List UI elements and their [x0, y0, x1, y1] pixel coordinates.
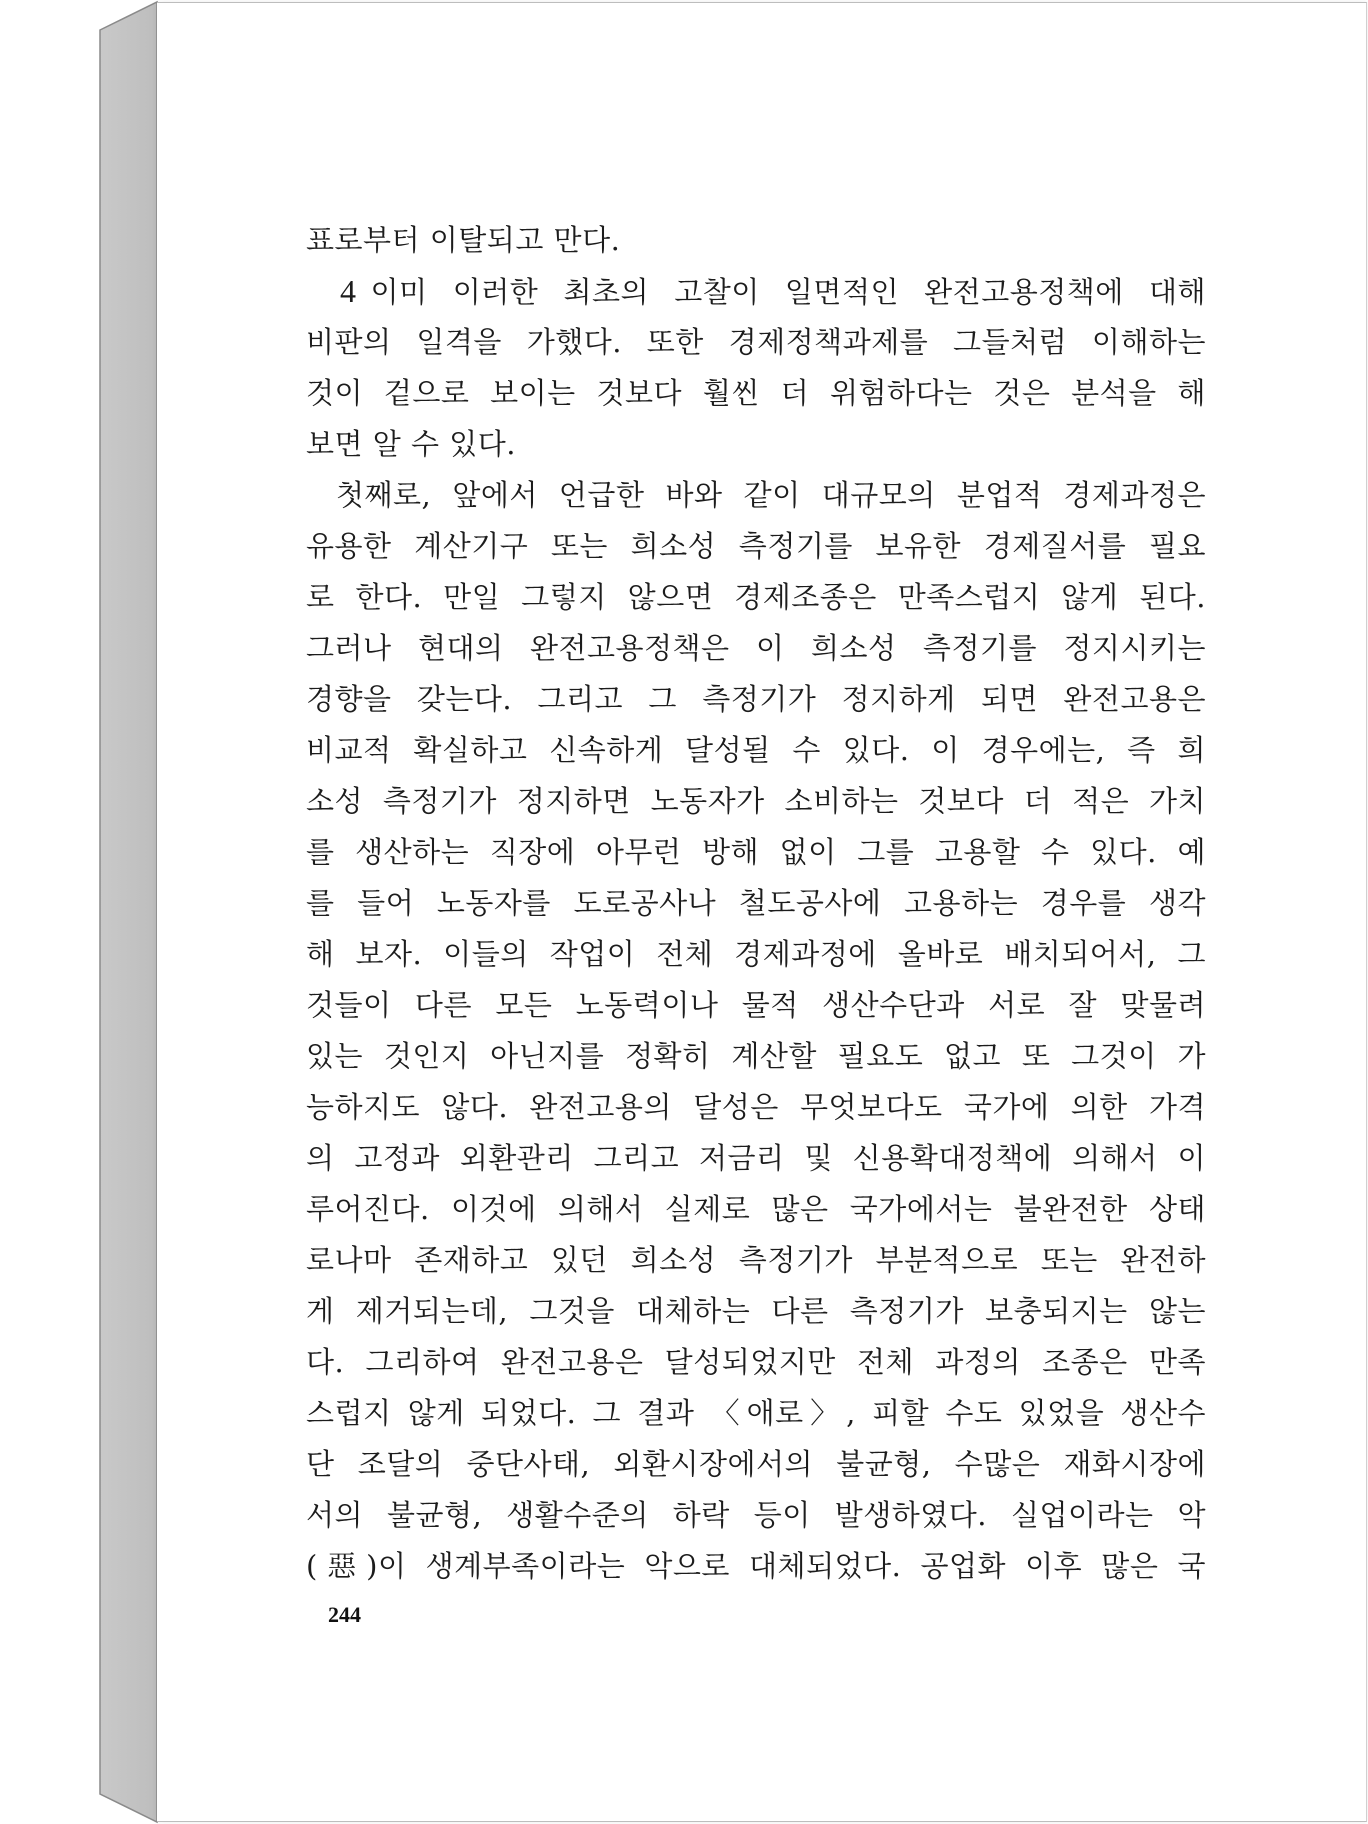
text-line-content: 이미 이러한 최초의 고찰이 일면적인 완전고용정책에 대해 [370, 275, 1206, 309]
text-line: 다. 그리하여 완전고용은 달성되었지만 전체 과정의 조종은 만족 [306, 1345, 1206, 1379]
text-line: 있는 것인지 아닌지를 정확히 계산할 필요도 없고 또 그것이 가 [306, 1039, 1206, 1073]
text-line: 를 들어 노동자를 도로공사나 철도공사에 고용하는 경우를 생각 [306, 886, 1206, 920]
text-line: 스럽지 않게 되었다. 그 결과 〈애로〉, 피할 수도 있었을 생산수 [306, 1396, 1206, 1430]
text-line [306, 266, 1206, 317]
text-line: 표로부터 이탈되고 만다. [306, 223, 621, 257]
text-line: 능하지도 않다. 완전고용의 달성은 무엇보다도 국가에 의한 가격 [306, 1090, 1206, 1124]
text-line: (惡)이 생계부족이라는 악으로 대체되었다. 공업화 이후 많은 국 [306, 1549, 1206, 1583]
text-line: 루어진다. 이것에 의해서 실제로 많은 국가에서는 불완전한 상태 [306, 1192, 1206, 1226]
text-line: 해 보자. 이들의 작업이 전체 경제과정에 올바로 배치되어서, 그 [306, 937, 1206, 971]
body-text [306, 215, 1206, 1592]
text-line: 로 한다. 만일 그렇지 않으면 경제조종은 만족스럽지 않게 된다. [306, 580, 1206, 614]
page-number: 244 [328, 1602, 361, 1627]
text-line: 단 조달의 중단사태, 외환시장에서의 불균형, 수많은 재화시장에 [306, 1447, 1206, 1481]
text-line: 서의 불균형, 생활수준의 하락 등이 발생하였다. 실업이라는 악 [306, 1498, 1206, 1532]
text-line: 것이 겉으로 보이는 것보다 훨씬 더 위험하다는 것은 분석을 해 [306, 376, 1206, 410]
text-line-content: 첫째로, 앞에서 언급한 바와 같이 대규모의 분업적 경제과정은 [336, 478, 1206, 512]
text-line: 경향을 갖는다. 그리고 그 측정기가 정지하게 되면 완전고용은 [306, 682, 1206, 716]
text-line: 그러나 현대의 완전고용정책은 이 희소성 측정기를 정지시키는 [306, 631, 1206, 665]
text-line: 보면 알 수 있다. [306, 427, 516, 461]
text-line: 소성 측정기가 정지하면 노동자가 소비하는 것보다 더 적은 가치 [306, 784, 1206, 818]
text-line: 로나마 존재하고 있던 희소성 측정기가 부분적으로 또는 완전하 [306, 1243, 1206, 1277]
text-line: 것들이 다른 모든 노동력이나 물적 생산수단과 서로 잘 맞물려 [306, 988, 1206, 1022]
text-line: 의 고정과 외환관리 그리고 저금리 및 신용확대정책에 의해서 이 [306, 1141, 1206, 1175]
section-number: 4 [340, 273, 357, 309]
text-line: 를 생산하는 직장에 아무런 방해 없이 그를 고용할 수 있다. 예 [306, 835, 1206, 869]
text-line: 게 제거되는데, 그것을 대체하는 다른 측정기가 보충되지는 않는 [306, 1294, 1206, 1328]
text-line: 비교적 확실하고 신속하게 달성될 수 있다. 이 경우에는, 즉 희 [306, 733, 1206, 767]
text-line: 유용한 계산기구 또는 희소성 측정기를 보유한 경제질서를 필요 [306, 529, 1206, 563]
text-line: 비판의 일격을 가했다. 또한 경제정책과제를 그들처럼 이해하는 [306, 325, 1206, 359]
text-line [306, 470, 1206, 521]
